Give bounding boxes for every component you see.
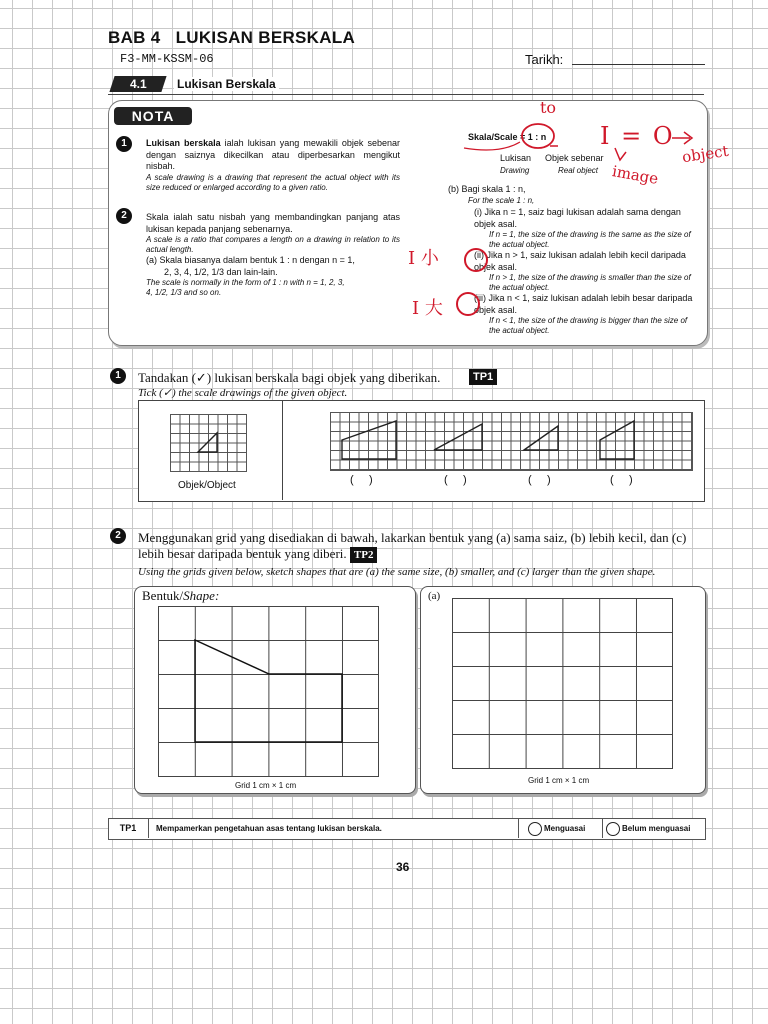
nota-point-1-english: A scale drawing is a drawing that represent the actual object with its size reduced or enlarged according to a given ratio.	[146, 172, 400, 192]
question-1-title: Tandakan (✓) lukisan berskala bagi objek yang diberikan.	[138, 370, 441, 385]
question-2-title: Menggunakan grid yang disediakan di bawah, lakarkan bentuk yang (a) sama saiz, (b) lebih kecil, dan (c) lebih besar daripada bentuk yang diberi. TP2	[138, 530, 687, 561]
handwritten-object: object	[680, 141, 730, 167]
question-1-number: 1	[110, 368, 126, 384]
radio-icon[interactable]	[606, 822, 620, 836]
nota-point-2a-english: The scale is normally in the form of 1 : n with n = 1, 2, 3,	[146, 278, 345, 287]
scale-drawing-label: Lukisan	[500, 153, 532, 163]
question-1-divider	[282, 400, 283, 500]
tick-box-c[interactable]: ( )	[528, 474, 551, 486]
tick-box-d[interactable]: ( )	[610, 474, 633, 486]
page-number: 36	[396, 860, 410, 874]
nota-b-i: (i) Jika n = 1, saiz bagi lukisan adalah sama dengan objek asal.	[474, 207, 681, 229]
footer-descriptor: Mempamerkan pengetahuan asas tentang lukisan berskala.	[156, 824, 382, 833]
nota-point-2a-values: 2, 3, 4, 1/2, 1/3 dan lain-lain.	[164, 266, 278, 277]
chapter-title: BAB 4 LUKISAN BERSKALA	[108, 28, 356, 47]
nota-b-iii: (iii) Jika n < 1, saiz lukisan adalah lebih besar daripada objek asal.	[474, 293, 693, 315]
given-shape	[158, 606, 382, 780]
scale-object-label-en: Real object	[558, 166, 599, 175]
nota-b-head: (b) Bagi skala 1 : n,	[448, 184, 526, 194]
question-1-english: Tick (✓) the scale drawings of the given object.	[138, 387, 348, 399]
handwritten-equation: I = O	[600, 122, 675, 150]
scale-options-shapes	[330, 412, 700, 472]
shape-label: Bentuk/Shape:	[142, 588, 220, 603]
nota-point-1-number: 1	[116, 136, 132, 152]
radio-icon[interactable]	[528, 822, 542, 836]
object-shape	[170, 414, 250, 474]
answer-grid-caption: Grid 1 cm × 1 cm	[528, 776, 590, 785]
question-2-english: Using the grids given below, sketch shapes that are (a) the same size, (b) smaller, and (c) larger than the given shape.	[138, 566, 656, 578]
nota-point-2-number: 2	[116, 208, 132, 224]
tick-box-a[interactable]: ( )	[350, 474, 373, 486]
nota-point-2a: (a) Skala biasanya dalam bentuk 1 : n dengan n = 1,	[146, 255, 355, 265]
handwriting-strokes	[400, 96, 740, 336]
scale-drawing-label-en: Drawing	[500, 166, 530, 175]
date-label: Tarikh:	[525, 52, 564, 67]
document-code: F3-MM-KSSM-06	[120, 52, 214, 66]
nota-point-2a-english-2: 4, 1/2, 1/3 and so on.	[146, 288, 222, 297]
section-title: Lukisan Berskala	[174, 77, 279, 91]
nota-b-ii: (ii) Jika n > 1, saiz lukisan adalah lebih kecil daripada objek asal.	[474, 250, 686, 272]
footer-options-divider	[602, 818, 603, 838]
option-menguasai[interactable]: Menguasai	[528, 822, 585, 836]
handwritten-to: to	[540, 98, 557, 117]
nota-b-i-en: If n = 1, the size of the drawing is the same as the size of the actual object.	[489, 230, 691, 249]
footer-tp-label: TP1	[108, 818, 149, 838]
object-label: Objek/Object	[178, 480, 236, 491]
nota-b-head-en: For the scale 1 : n,	[468, 196, 535, 205]
answer-a-label: (a)	[428, 590, 441, 602]
question-1-tp-badge: TP1	[469, 369, 497, 385]
question-2-tp-badge: TP2	[350, 547, 378, 563]
nota-tab: NOTA	[114, 107, 192, 125]
shape-grid-caption: Grid 1 cm × 1 cm	[235, 781, 297, 790]
handwritten-smaller: I 小	[408, 248, 439, 269]
scale-formula: Skala/Scale = 1 : n	[468, 132, 547, 142]
tick-box-b[interactable]: ( )	[444, 474, 467, 486]
nota-b-iii-en: If n < 1, the size of the drawing is bigger than the size of the actual object.	[489, 316, 688, 335]
nota-point-2: Skala ialah satu nisbah yang membandingkan panjang atas lukisan kepada panjang sebenarnya. A scale is a ratio that compares a length on a drawing in relation to its actual length. (a) Skala biasanya dalam bentuk 1 : n dengan n = 1, 2, 3, 4, 1/2, 1/3 dan lain-lain. The scale is normally in the form of 1 : n with n = 1, 2, 3, 4, 1/2, 1/3 and so on.	[146, 212, 400, 297]
handwritten-bigger: I 大	[412, 298, 443, 319]
option-belum-menguasai[interactable]: Belum menguasai	[606, 822, 690, 836]
answer-grid-a[interactable]	[452, 598, 673, 769]
nota-point-1: Lukisan berskala ialah lukisan yang mewakili objek sebenar dengan saiznya dikecilkan atau diperbesarkan mengikut nisbah. A scale drawing is a drawing that represent the actual object with its size reduced or enlarged according to a given ratio.	[146, 138, 400, 192]
nota-b-ii-en: If n > 1, the size of the drawing is smaller than the size of the actual object.	[489, 273, 691, 292]
date-field[interactable]	[572, 64, 705, 65]
term-scale-drawing: Lukisan berskala	[146, 138, 221, 148]
handwritten-image: image	[610, 162, 660, 188]
nota-point-2-english: A scale is a ratio that compares a length on a drawing in relation to its actual length.	[146, 235, 400, 254]
question-2-number: 2	[110, 528, 126, 544]
scale-object-label: Objek sebenar	[545, 153, 604, 163]
section-number: 4.1	[109, 76, 166, 92]
